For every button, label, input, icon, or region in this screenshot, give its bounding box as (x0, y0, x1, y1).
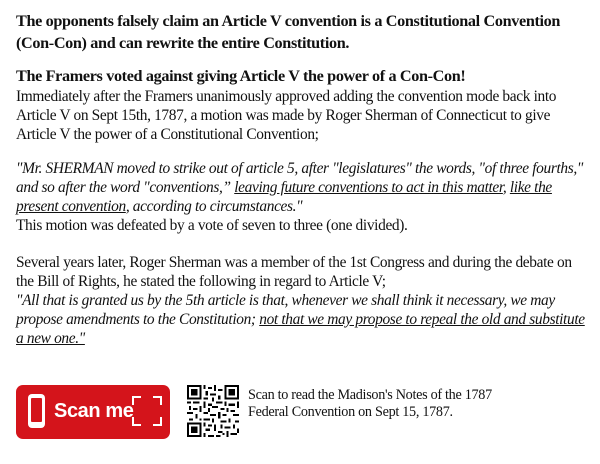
motion-result: This motion was defeated by a vote of seven to three (one divided). (16, 217, 408, 234)
bill-of-rights-quote (16, 291, 588, 348)
scan-me-label: Scan me (54, 400, 134, 422)
quote-underlined-text: like the present convention (16, 179, 552, 215)
qr-caption: Scan to read the Madison's Notes of the 1787 Federal Convention on Sept 15, 1787. (248, 387, 492, 420)
sherman-motion-quote (16, 159, 588, 216)
scan-me-button[interactable] (16, 385, 170, 439)
quote-text: "All that is granted us by the 5th article is that, whenever we shall think it necessary, we may propose amendments to the Constitution; (16, 292, 555, 328)
quote-text: , according to circumstances." (125, 198, 303, 215)
quote-underlined-text: leaving future conventions to act in this matter (234, 179, 503, 196)
framers-text: Immediately after the Framers unanimously approved adding the convention mode back into Article V on Sept 15th, 1787, a motion was made by Roger Sherman of Connecticut to give Article V the power of a Constitutional Convention; (16, 88, 557, 143)
scan-frame-icon (132, 396, 162, 426)
claim-heading: The opponents falsely claim an Article V convention is a Constitutional Convention (Con-Con) and can rewrite the entire Constitution. (16, 12, 561, 52)
later-section (16, 253, 588, 348)
qr-code[interactable] (187, 385, 239, 437)
framers-section (16, 65, 588, 144)
quote-text: "Mr. SHERMAN moved to strike out of article 5, after "legislatures" the words, "of three fourths," and so after the word "conventions,” (16, 160, 583, 196)
quote-text: , (502, 179, 510, 196)
phone-icon (28, 394, 45, 428)
quote-underlined-text: not that we may propose to repeal the old and substitute a new one." (16, 311, 585, 347)
framers-heading: The Framers voted against giving Article V the power of a Con-Con! (16, 67, 466, 85)
sherman-quote-section (16, 159, 588, 235)
later-text: Several years later, Roger Sherman was a member of the 1st Congress and during the debate on the Bill of Rights, he stated the following in regard to Article V; (16, 254, 572, 290)
